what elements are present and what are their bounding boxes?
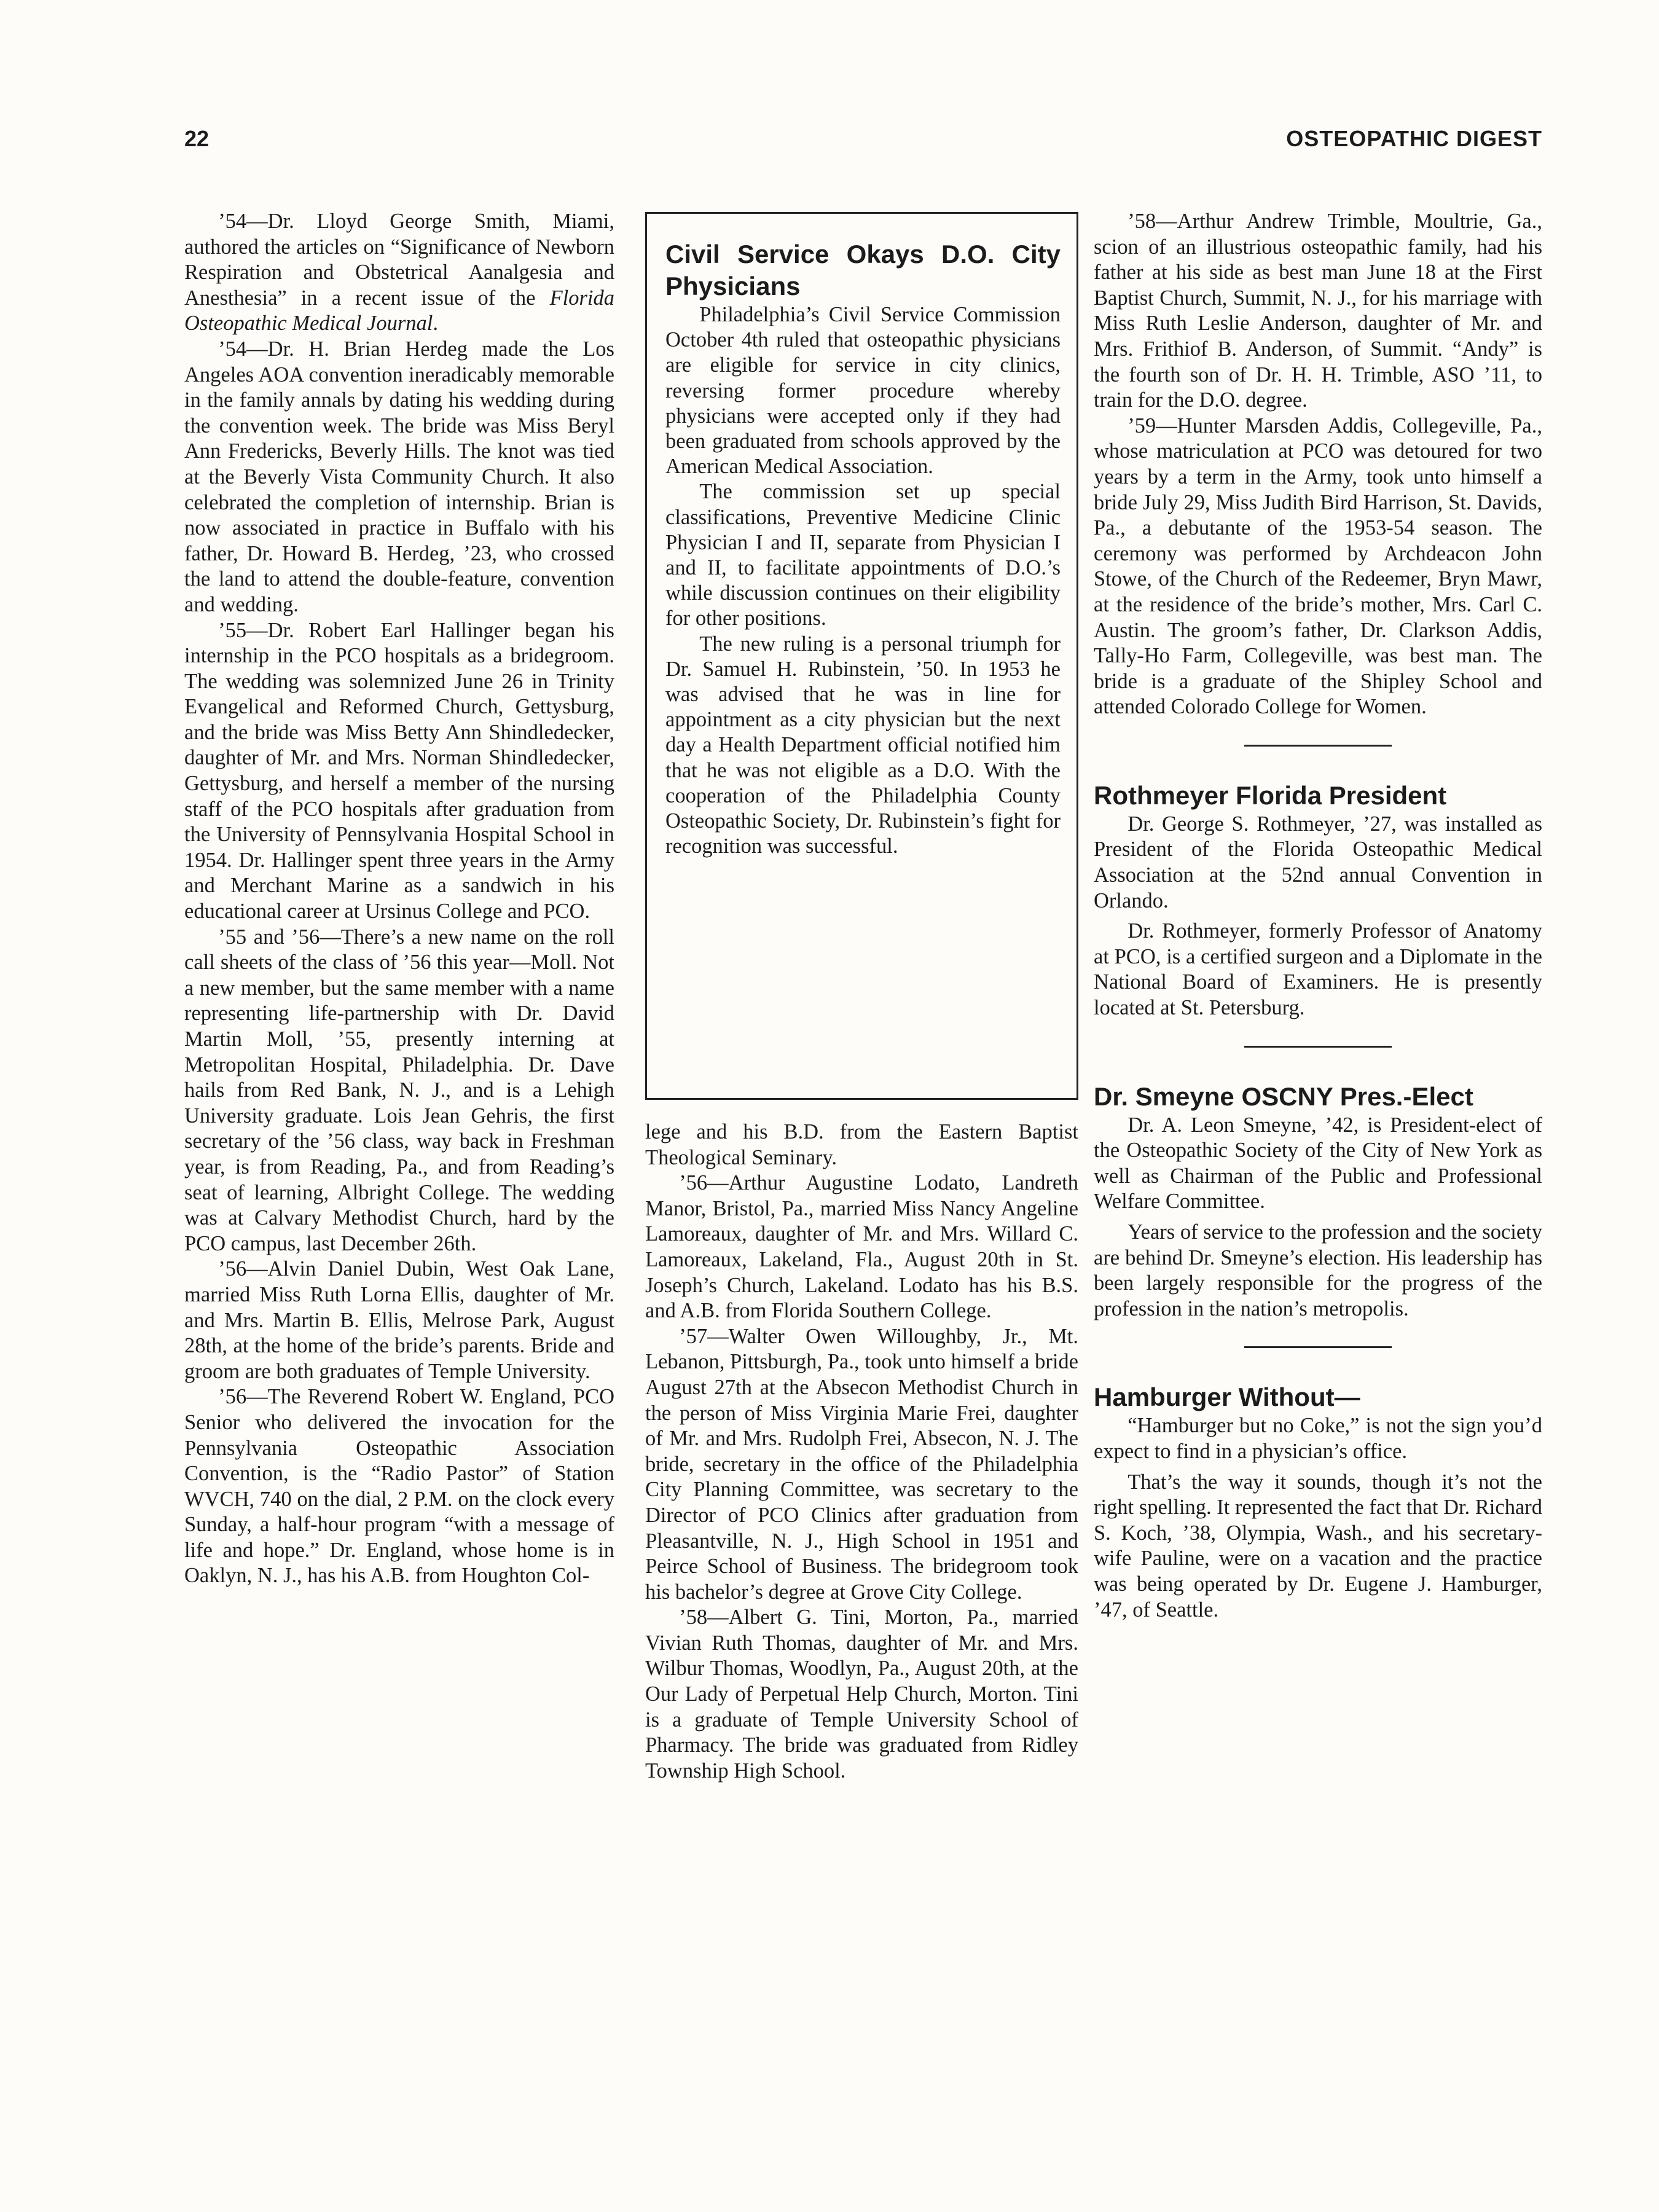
journal-title: Florida Osteopathic Medical Journal bbox=[184, 286, 614, 335]
article-paragraph: ’55—Dr. Robert Earl Hallinger began his internship in the PCO hospitals as a bridegroom. The wedding was solemnized June 26 in Trinity Evangelical and Reformed Church, Gettysburg, and the bride was Miss Betty Ann Shindledecker, daughter of Mr. and Mrs. Norman Shindledecker, Gettysburg, and herself a member of the nursing staff of the PCO hospitals after graduation from the University of Pennsylvania Hospital School in 1954. Dr. Hallinger spent three years in the Army and Merchant Marine as a sandwich in his educational career at Ursinus College and PCO. bbox=[184, 618, 614, 924]
box-paragraph: Philadelphia’s Civil Service Commission October 4th ruled that osteopathic physicians are eligible for service in city clinics, reversing former procedure whereby physicians were accepted only if they had been graduated from schools approved by the American Medical Association. bbox=[665, 303, 1061, 479]
article-continuation: lege and his B.D. from the Eastern Baptist Theological Seminary. bbox=[645, 1120, 1078, 1169]
box-paragraph: The commission set up special classifications, Preventive Medicine Clinic Physician I and II, separate from Physician I and II, to facilitate appointments of D.O.’s while discussion continues on their eligibility for other positions. bbox=[665, 480, 1061, 630]
article-paragraph: ’59—Hunter Marsden Addis, Collegeville, Pa., whose matriculation at PCO was detoured for two years by a term in the Army, took unto himself a bride July 29, Miss Judith Bird Harrison, St. Davids, Pa., a debutante of the 1953-54 season. The ceremony was performed by Archdeacon John Stowe, of the Church of the Redeemer, Bryn Mawr, at the residence of the bride’s mother, Mrs. Carl C. Austin. The groom’s father, Dr. Clarkson Addis, Tally-Ho Farm, Collegeville, was best man. The bride is a graduate of the Shipley School and attended Colorado College for Women. bbox=[1094, 414, 1542, 719]
article-paragraph: ’57—Walter Owen Willoughby, Jr., Mt. Lebanon, Pittsburgh, Pa., took unto himself a bride August 27th at the Absecon Methodist Church in the person of Miss Virginia Marie Frei, daughter of Mr. and Mrs. Rudolph Frei, Absecon, N. J. The bride, secretary in the office of the Philadelphia City Planning Committee, was secretary to the Director of PCO Clinics after graduation from Pleasantville, N. J., High School in 1951 and Peirce School of Business. The bridegroom took his bachelor’s degree at Grove City College. bbox=[645, 1324, 1078, 1604]
section-divider bbox=[1244, 1346, 1392, 1348]
civil-service-box bbox=[645, 212, 1078, 1100]
section-heading: Dr. Smeyne OSCNY Pres.-Elect bbox=[1094, 1081, 1473, 1111]
article-paragraph: Years of service to the profession and the society are behind Dr. Smeyne’s election. His leadership has been largely responsible for the progress of the profession in the nation’s metropolis. bbox=[1094, 1220, 1543, 1320]
magazine-title: OSTEOPATHIC DIGEST bbox=[1286, 126, 1542, 151]
article-paragraph: ’54—Dr. Lloyd George Smith, Miami, authored the articles on “Significance of Newborn Respiration and Obstetrical Aanalgesia and Anesthesia” in a recent issue of the Florida Osteopathic Medical Journal. bbox=[184, 210, 614, 335]
article-paragraph: ’58—Albert G. Tini, Morton, Pa., married Vivian Ruth Thomas, daughter of Mr. and Mrs. Wilbur Thomas, Woodlyn, Pa., August 20th, at the Our Lady of Perpetual Help Church, Morton. Tini is a graduate of Temple University School of Pharmacy. The bride was graduated from Ridley Township High School. bbox=[645, 1606, 1078, 1783]
article-paragraph: ’56—The Reverend Robert W. England, PCO Senior who delivered the invocation for the Pennsylvania Osteopathic Association Convention, is the “Radio Pastor” of Station WVCH, 740 on the dial, 2 P.M. on the clock every Sunday, a half-hour program “with a message of life and hope.” Dr. England, whose home is in Oaklyn, N. J., has his A.B. from Houghton Col- bbox=[184, 1385, 614, 1588]
section-heading: Rothmeyer Florida President bbox=[1094, 780, 1447, 810]
article-paragraph: That’s the way it sounds, though it’s not the right spelling. It represented the fact that Dr. Richard S. Koch, ’38, Olympia, Wash., and his secretary-wife Pauline, were on a vacation and the practice was being operated by Dr. Eugene J. Hamburger, ’47, of Seattle. bbox=[1094, 1470, 1543, 1622]
article-paragraph: ’58—Arthur Andrew Trimble, Moultrie, Ga., scion of an illustrious osteopathic family, had his father at his side as best man June 18 at the First Baptist Church, Summit, N. J., for his marriage with Miss Ruth Leslie Anderson, daughter of Mr. and Mrs. Frithiof B. Anderson, of Summit. “Andy” is the fourth son of Dr. H. H. Trimble, ASO ’11, to train for the D.O. degree. bbox=[1094, 210, 1542, 412]
article-paragraph: ’54—Dr. H. Brian Herdeg made the Los Angeles AOA convention ineradicably memorable in the family annals by dating his wedding during the convention week. The bride was Miss Beryl Ann Fredericks, Beverly Hills. The knot was tied at the Beverly Vista Community Church. It also celebrated the completion of internship. Brian is now associated in practice in Buffalo with his father, Dr. Howard B. Herdeg, ’23, who crossed the land to attend the double-feature, convention and wedding. bbox=[184, 337, 614, 616]
box-title: Civil Service Okays D.O. City Physicians bbox=[665, 240, 1061, 300]
article-paragraph: ’56—Alvin Daniel Dubin, West Oak Lane, married Miss Ruth Lorna Ellis, daughter of Mr. and Mrs. Martin B. Ellis, Melrose Park, August 28th, at the home of the bride’s parents. Bride and groom are both graduates of Temple University. bbox=[184, 1257, 614, 1383]
section-divider bbox=[1244, 745, 1392, 747]
middle-column bbox=[645, 1120, 1078, 1784]
section-divider bbox=[1244, 1046, 1392, 1048]
article-paragraph: ’55 and ’56—There’s a new name on the roll call sheets of the class of ’56 this year—Moll. Not a new member, but the same member with a name representing life-partnership with Dr. David Martin Moll, ’55, presently interning at Metropolitan Hospital, Philadelphia. Dr. Dave hails from Red Bank, N. J., and is a Lehigh University graduate. Lois Jean Gehris, the first secretary of the ’56 class, way back in Freshman year, is from Reading, Pa., and from Reading’s seat of learning, Albright College. The wedding was at Calvary Methodist Church, hard by the PCO campus, last December 26th. bbox=[184, 925, 614, 1255]
section-heading: Hamburger Without— bbox=[1094, 1382, 1360, 1412]
article-paragraph: Dr. George S. Rothmeyer, ’27, was installed as President of the Florida Osteopathic Medical Association at the 52nd annual Convention in Orlando. bbox=[1094, 812, 1542, 912]
right-column bbox=[1094, 209, 1542, 1623]
page-number: 22 bbox=[184, 126, 210, 151]
article-paragraph: Dr. Rothmeyer, formerly Professor of Anatomy at PCO, is a certified surgeon and a Diplomate in the National Board of Examiners. He is presently located at St. Petersburg. bbox=[1094, 919, 1542, 1020]
article-paragraph: “Hamburger but no Coke,” is not the sign you’d expect to find in a physician’s office. bbox=[1094, 1414, 1542, 1463]
page-header bbox=[184, 126, 1542, 163]
article-paragraph: Dr. A. Leon Smeyne, ’42, is President-elect of the Osteopathic Society of the City of New York as well as Chairman of the Public and Professional Welfare Committee. bbox=[1094, 1113, 1542, 1214]
left-column bbox=[184, 209, 614, 1589]
box-paragraph: The new ruling is a personal triumph for Dr. Samuel H. Rubinstein, ’50. In 1953 he was advised that he was in line for appointment as a city physician but the next day a Health Department official notified him that he was not eligible as a D.O. With the cooperation of the Philadelphia County Osteopathic Society, Dr. Rubinstein’s fight for recognition was successful. bbox=[665, 632, 1061, 858]
article-paragraph: ’56—Arthur Augustine Lodato, Landreth Manor, Bristol, Pa., married Miss Nancy Angeline Lamoreaux, daughter of Mr. and Mrs. Willard C. Lamoreaux, Lakeland, Fla., August 20th in St. Joseph’s Church, Lakeland. Lodato has his B.S. and A.B. from Florida Southern College. bbox=[645, 1171, 1078, 1323]
